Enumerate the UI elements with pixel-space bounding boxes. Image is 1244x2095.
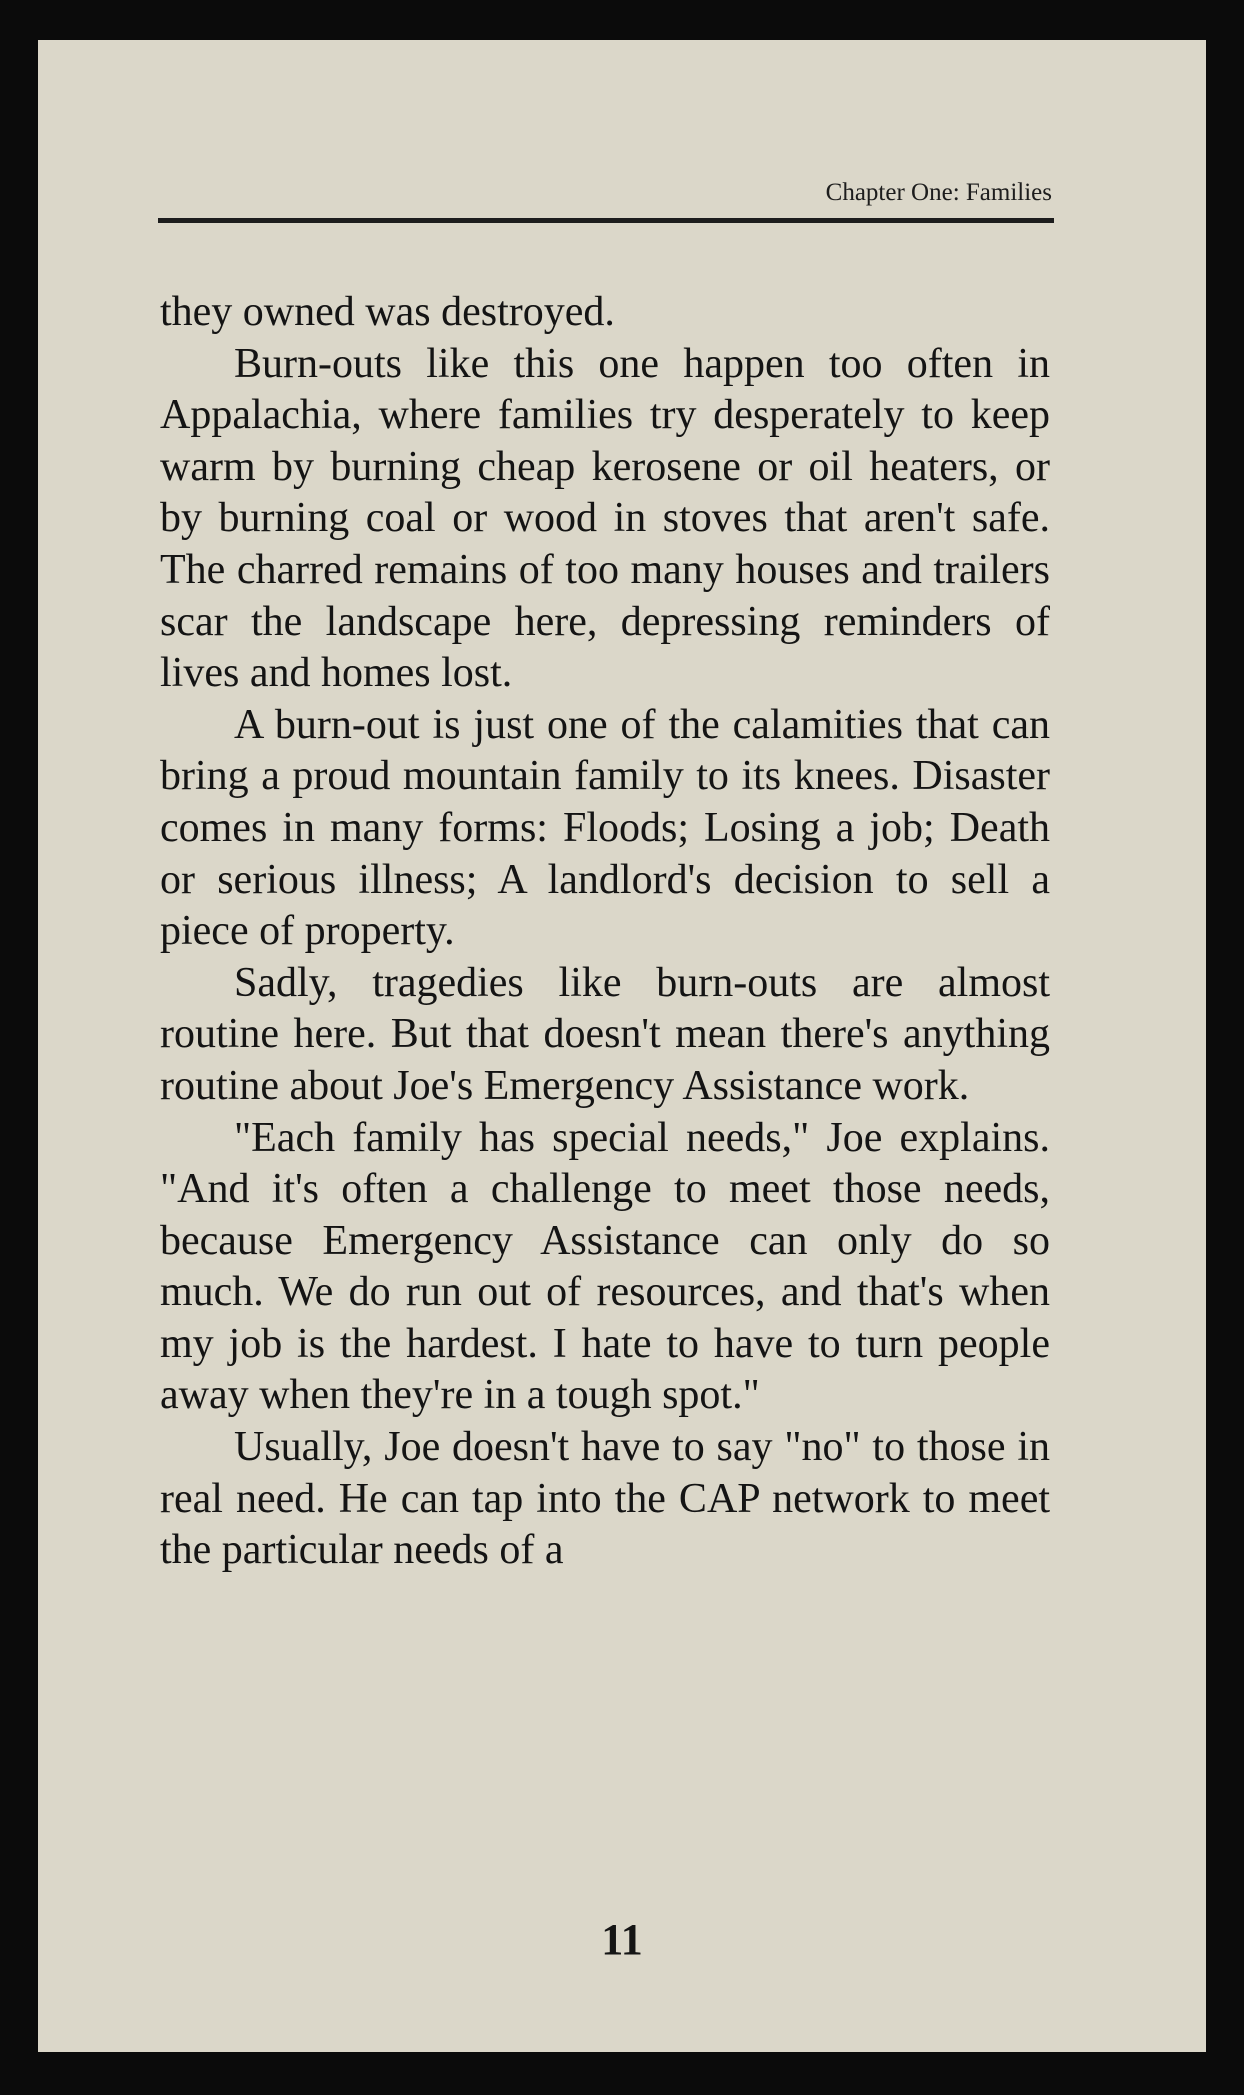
body-text — [160, 287, 1050, 1577]
paragraph: Burn-outs like this one happen too often in Appalachia, where families try desperately to keep warm by burning cheap kerosene or oil heaters, or by burning coal or wood in stoves that aren't safe. The charred remains of too many houses and trailers scar the landscape here, depressing reminders of lives and homes lost. — [160, 340, 1050, 697]
paragraph: Usually, Joe doesn't have to say "no" to those in real need. He can tap into the CAP network to meet the particular needs of a — [160, 1424, 1050, 1574]
page-number: 11 — [601, 1915, 643, 1964]
paragraph: "Each family has special needs," Joe explains. "And it's often a challenge to meet those needs, because Emergency Assistance can only do so much. We do run out of resources, and that's when my job is the hardest. I hate to have to turn people away when they're in a tough spot." — [160, 1114, 1050, 1419]
paragraph: A burn-out is just one of the calamities that can bring a proud mountain family to its knees. Disaster comes in many forms: Floods; Losing a job; Death or serious illness; A landlord's decision to sell a piece of property. — [160, 701, 1050, 955]
header-rule — [158, 218, 1054, 223]
paragraph: they owned was destroyed. — [160, 289, 615, 335]
paragraph: Sadly, tragedies like burn-outs are almost routine here. But that doesn't mean there's anything routine about Joe's Emergency Assistance work. — [160, 959, 1050, 1109]
running-head: Chapter One: Families — [825, 179, 1052, 206]
book-page — [38, 40, 1206, 2052]
